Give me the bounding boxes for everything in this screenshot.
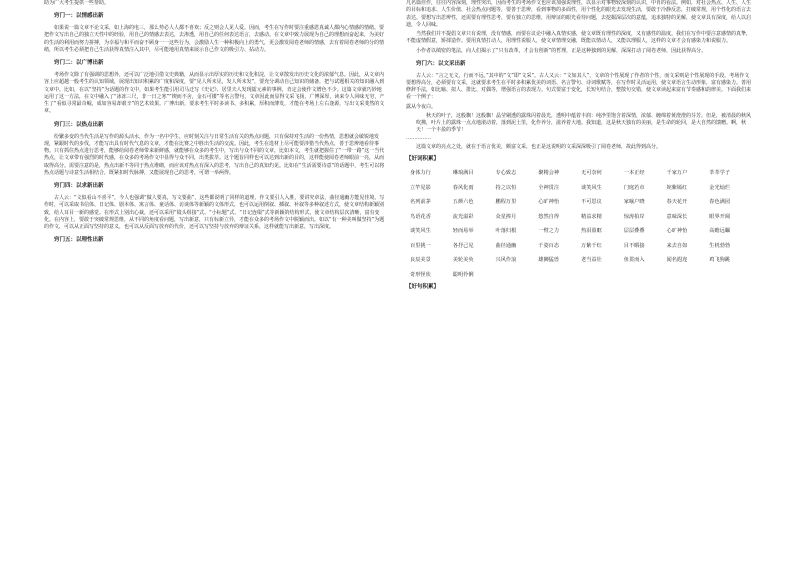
sentences-section-title: 【好句积累】: [406, 284, 440, 291]
good-word: 鹏程万里: [495, 199, 517, 206]
good-word: 美轮美奂: [452, 257, 474, 264]
example-passage: 秋天的叶子，这般飘！这般飘！晶莹剔透的露珠闪着晨光，透明中蕴着丰润：纯净里饱含着深情，浓郁、缠绵着黄澄澄的芬芳。但是，被清晨的秋风吹拂，叶片上的露珠一点点地滚动着，落到泥土里，化作养分，滋养着大地。我知道，这是秋天独有的美丽，是生命的轮回，是大自然的馈赠。啊，秋天！一个丰盈的季节！: [416, 112, 752, 134]
good-word: 名列前茅: [410, 199, 431, 206]
right-column: [406, 0, 752, 296]
good-word: 春天花开: [666, 199, 688, 206]
good-word: 全神贯注: [538, 184, 560, 191]
good-word: 众星捧月: [495, 213, 517, 220]
paragraph: 古人云：“言之无文，行而不远。”其中的“文”即“文采”。古人又云：“文如其人”，文章的个性展现了作者的个性，而文采则是个性展现的手段。考场作文要想得高分，必须要有文采，这就要求考生在平时多积累优美的词语、名言警句、诗词歌赋等，在写作时灵活运用，使文章语言生动形象，富有感染力。善用修辞手法，如比喻、拟人、排比、对偶等，增强语言的表现力。句式要富于变化，长短句结合，整散句交错，使文章读起来富有节奏感和韵律美。下面我们来看一个例子：: [406, 72, 752, 101]
good-word: 层层叠叠: [623, 228, 645, 235]
paragraph: 小作者以缜密的笔法，向人们揭示了“只有改革，才会有创新”的哲理，正是这种独到的见解，深深打动了阅卷老师，因此获得高分。: [416, 47, 707, 54]
good-word: 精益求精: [581, 213, 602, 220]
paragraph: ……………: [406, 134, 431, 141]
good-word: 闻名遐迩: [666, 257, 688, 264]
good-word: 惊涛拍岸: [623, 213, 645, 220]
good-word: 鸟语花香: [410, 213, 431, 220]
paragraph: 这篇文章的亮点之处，就在于语言优美，颇富文采，也正是这说明的文采深深吸引了阅卷老师，故此得到高分。: [416, 143, 662, 150]
good-word: 谈笑风生: [581, 184, 602, 191]
good-word: 奇形怪状: [410, 271, 431, 278]
good-word: 谈笑风生: [410, 228, 431, 235]
good-word: 聪明伶俐: [452, 271, 474, 278]
good-word: 千姿百态: [538, 242, 560, 249]
paragraph: 露从今夜白。: [406, 103, 437, 110]
good-word: 意味深长: [666, 213, 688, 220]
good-word: 春色满园: [709, 199, 731, 206]
good-word: 良辰美景: [410, 257, 431, 264]
section-heading: 窍门六：以文采出新: [416, 60, 466, 67]
good-word: 鱼贯而入: [623, 257, 645, 264]
good-word: 聚精会神: [538, 170, 560, 177]
good-word: 姹紫嫣红: [666, 184, 688, 191]
good-word: 老当益壮: [581, 257, 602, 264]
good-word: 千家万户: [666, 170, 688, 177]
good-word: 立竿见影: [410, 184, 431, 191]
good-word: 万紫千红: [581, 242, 602, 249]
left-column: [44, 0, 386, 249]
good-word: 金光灿烂: [709, 184, 731, 191]
good-word: 家喻户晓: [623, 199, 645, 206]
good-word: 雄狮猛兽: [538, 257, 560, 264]
good-word: 兴风作浪: [495, 257, 517, 264]
words-section-title: 【好词积累】: [406, 156, 440, 163]
good-word: 无可奈何: [581, 170, 602, 177]
good-word: 身体力行: [410, 170, 431, 177]
good-word: 专心致志: [495, 170, 517, 177]
good-word: 百里挑一: [410, 242, 431, 249]
good-word: 心旷神怡: [666, 228, 688, 235]
good-word: 高瞻远瞩: [709, 228, 731, 235]
section-heading: 窍门一：以情感出新: [54, 13, 104, 20]
good-word: 持之以恒: [495, 184, 517, 191]
section-heading: 窍门四：以求新出新: [54, 183, 104, 190]
good-word: 轻而易举: [452, 228, 474, 235]
good-word: 门庭若市: [623, 184, 645, 191]
good-word: 鸡飞狗跳: [709, 257, 731, 264]
good-word: 不可思议: [581, 199, 602, 206]
section-heading: 窍门三：以热点出新: [54, 121, 104, 128]
paragraph: 考场作文除了有强调的思想外，还可以广泛地引借文史典籍，从而显示出厚实的历史和文化积淀，让文章散发出历史文化的浓郁气息。因此，从文章内容上应超越一般考生的认知领域，展现出知识积累的广度和深度，要“见人所未见，发人所未发”，要充分调动自己知识的储备，把与试题相关的知识融入到文章中。比如，在以“坚持”为话题的作文中，如果考生能引用司马迁写《史记》、居里夫人发现镭元素的事例，肯定会使作文增色不少。这篇文章就巧妙地运用了这一方法，在文中融入了“冰冻三尺，非一日之寒”“锲而不舍，金石可镂”等名言警句，文章因此而显得文采飞扬，广博深厚，读来令人回味无穷，产生了“看似寻常最奇崛，成如容易却艰辛”的艺术效果。广博出新，要求考生平时多读书、多积累，厚积而薄发，才能在考场上左右逢源，写出文采斐然的文章。: [44, 72, 385, 115]
good-word: 眼界开阔: [709, 213, 731, 220]
good-word: 各抒己见: [452, 242, 474, 249]
good-word: 莘莘学子: [709, 170, 731, 177]
good-word: 一本正经: [623, 170, 645, 177]
section-heading: 窍门五：以理性出新: [54, 237, 104, 244]
good-word: 叶落归根: [495, 228, 517, 235]
paragraph: 纷繁多变的当代生活是写作的源头活水，作为一名中学生，应时刻关注与日常生活有关的热点问题，只有保持对生活的一份热情，思想就会敏锐地发现，紧跟时代的步伐，才能写出具有时代气息的文章，才能在比赛之中胜出生活的交流。因此，考生在选材上尽可能要涉猎当代热点，善于思辨地看待事物。只有抓住热点进行思考，能够给阅卷老师带来新鲜感，就能够在众多的考生中，写出与众不同的文章，比如本文，考生就把握住了“一带一路”这一当代热点，让文章带有强烈的时代感，在众多的考场作文中显得与众不同，出类拔萃。这个题旨同样也可以达到出新的目的，这样能使阅卷老师眼前一亮，从而取得高分。需要注意的是，热点出新不等同于热点堆砌，而应该对热点有深入的思考，写出自己的真知灼见。比如在“生活需要诗意”的话题中，考生可以将热点话题与诗意生活相结合，既紧扣时代脉搏，又能展现自己的思考，可谓一举两得。: [44, 133, 385, 176]
paragraph: 如果说一篇文章不论文采，如上海的电三，那么势必人人都不喜欢；反之则会人见人爱。因而，考生在写作时要注重感恩真诚人都内心情感的情绪。要把作文写出自己的独立天性中的经验，用自己的情感去表达，去渗透，用自己的任何表达语言，去感动。在文章中致力展现为自己的理想而奋起来，为美好的生活的利用而努力拼搏，为幸福与和平而奋不顾身一一这些行为，会激励人生一种积极向上的勇气，更会激发阅卷老师的情感，去有着阅卷老师的分的情绪，所以考生必须把自己生活获得真情注入其中，尽可能地用真情来展示自己作文的吸引力、拈动力。: [44, 25, 385, 53]
good-word: 悠然自得: [538, 213, 560, 220]
section-heading: 窍门二：以广博出新: [54, 60, 104, 67]
right-blocks: [406, 0, 752, 151]
paragraph: 古人云：“文似看山不喜平”，今人也强调“做人要真，写文要曲”，这些都说明了同样的道理，作文要引人入胜，要讲究章法，曲径通幽方能见佳境。写作时，可以采取书信体、日记体、剧本体、寓言体、童话体、访谈体等新颖的文体形式，也可以运用倒叙、插叙、补叙等多种叙述方式，使文章结构新颖别致，给人耳目一新的感觉。在形式上别出心裁，还可以采用“镜头组接”式、“小标题”式、“日记连缀”式等新颖的结构形式，使文章结构层次清晰，富有变化。在内容上，要敢于突破常规思维，从不同的角度看问题，写出新意，只有标新立异，才能在众多的考场作文中脱颖而出。如以“有一种美叫做坚持”为题的作文，可以从正面写坚持的意义，也可以从反面写放弃的代价，还可以写坚持与放弃的辩证关系，这样就能写出新意，写出深度。: [44, 195, 385, 231]
good-word: 五颜六色: [452, 199, 474, 206]
good-word: 生机勃勃: [709, 242, 731, 249]
good-word: 一臂之力: [538, 228, 560, 235]
paragraph: 当然我们并不提倡文章只有说理，没有情感，而要在议论中融入真情实感，使文章既有理性的深度，又有感性的温度。我们在写作中要注意感情的真挚，不能虚情假意，矫揉造作。要用真情打动人，用理性说服人，使文章情理交融，既能以情动人，又能以理服人，这样的文章才会有感染力和说服力。: [406, 31, 752, 45]
good-word: 琳琅满目: [452, 170, 474, 177]
paragraph: 凡名篇佳作，往往内容深刻，理性突出，因而考生的考场作文也应该加强说理性，以显示对事物较深刻的认识，中肯的看法。例如，对社会热点、人生、人生的目标和追求、人生价值、社会热点问题等，要善于思辨，看到事物的多面性，用个性化的眼光去发现生活，要敢于冷静反思，打破常规，用个性化的语言去表达。要想写出思辨性，还需要有理性思考，要有独立的思维，用辩证的眼光看待问题，去挖掘深层次的意蕴，追求独特的见解，使文章具有深度，给人以启迪，令人回味。: [406, 0, 752, 28]
good-word: 春风化雨: [452, 184, 474, 191]
paragraph: 助为广大考生提供一些帮助。: [44, 0, 110, 6]
good-word: 心旷神怡: [538, 199, 560, 206]
good-word: 流光溢彩: [452, 213, 474, 220]
good-words-grid: [410, 170, 752, 279]
good-word: 来去自如: [666, 242, 688, 249]
good-word: 热泪盈眶: [581, 228, 602, 235]
good-word: 目不暇接: [623, 242, 645, 249]
good-word: 曲径通幽: [495, 242, 517, 249]
